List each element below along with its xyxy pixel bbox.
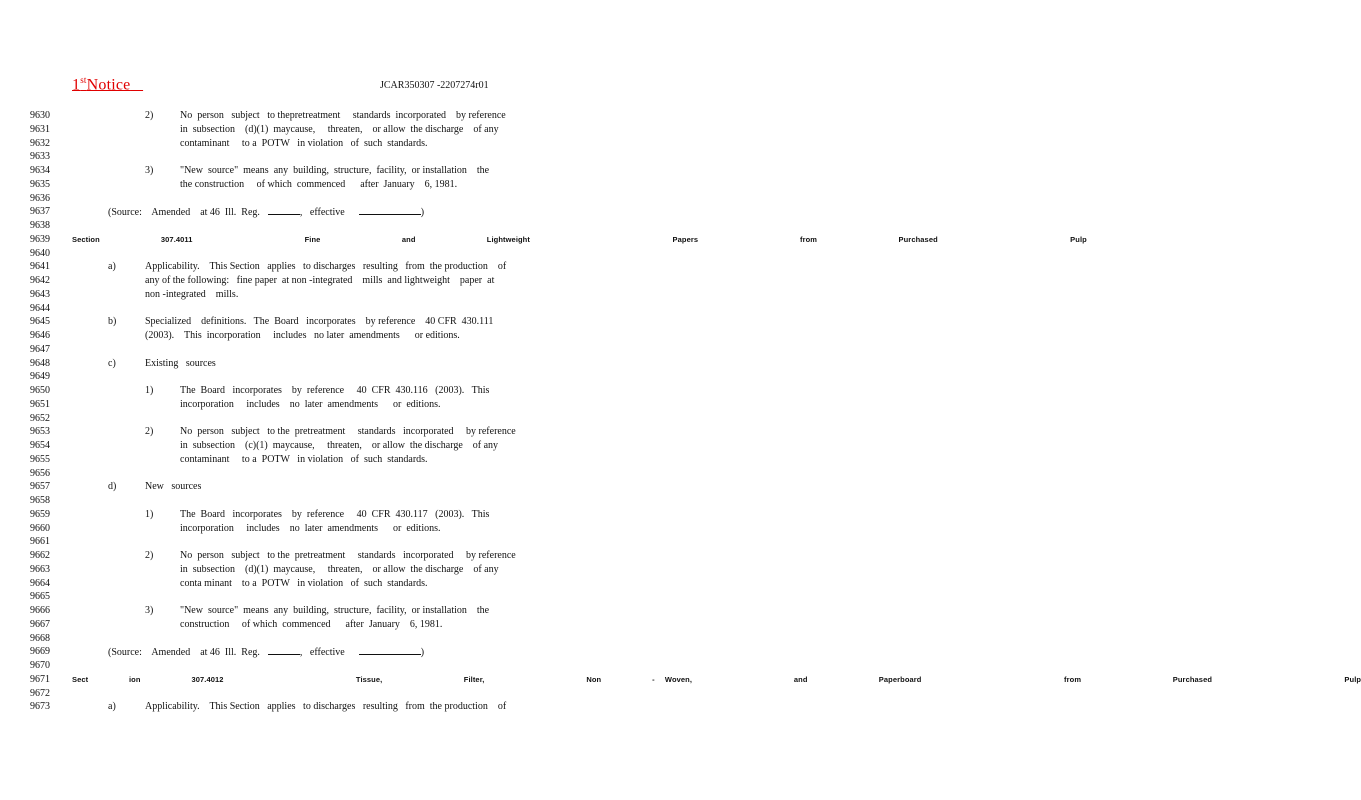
line-number: 9661 [30,536,50,548]
item-label: c) [108,357,116,369]
document-line [0,150,618,164]
line-number: 9654 [30,440,50,451]
section-heading: Section 307.4011 Fine and Lightweight Papers from Purchased Pulp [72,234,1087,244]
document-line [0,192,618,206]
document-line [0,288,618,302]
line-number: 9666 [30,605,50,616]
document-code: JCAR350307 -2207274r01 [380,80,489,91]
document-line [0,687,618,701]
document-line [0,219,618,233]
line-number: 9637 [30,206,50,218]
document-line [0,302,618,316]
document-line [0,343,618,357]
line-number: 9659 [30,508,50,520]
document-line [0,700,618,714]
effective-date-blank [359,205,421,215]
item-label: b) [108,316,117,328]
item-label: a) [108,701,116,713]
item-label: 3) [145,165,154,176]
line-text: incorporation includes no later amendments or editions. [180,522,441,534]
register-page-blank [268,645,300,655]
line-number: 9641 [30,261,50,273]
item-label: 1) [145,508,154,520]
line-number: 9643 [30,288,50,300]
document-line [0,632,618,646]
line-number: 9668 [30,632,50,644]
line-text: in subsection (d)(1) maycause, threaten, or allow the discharge of any [180,123,499,135]
notice-label: 1stNotice [72,75,131,94]
line-number: 9644 [30,302,50,314]
line-number: 9633 [30,151,50,163]
line-text: incorporation includes no later amendments or editions. [180,398,441,410]
line-number: 9665 [30,591,50,603]
line-number: 9640 [30,247,50,259]
document-line [0,412,618,426]
document-line [0,247,618,261]
line-number: 9655 [30,453,50,465]
document-line [0,673,1361,687]
line-text: in subsection (c)(1) maycause, threaten, or allow the discharge of any [180,440,499,451]
page-header [0,75,618,95]
line-number: 9648 [30,357,50,369]
register-page-blank [268,205,300,215]
document-line [0,137,618,151]
document-line [0,274,618,288]
document-line [0,357,618,371]
document-line [0,315,618,329]
document-line [0,549,618,563]
source-close: ) [420,207,425,219]
line-text: "New source" means any building, structure, facility, or installation the [180,165,490,176]
line-number: 9634 [30,165,50,176]
line-number: 9658 [30,495,50,506]
document-line [0,618,618,632]
document-body [0,109,1361,714]
line-text: The Board incorporates by reference 40 CFR 430.116 (2003). This [180,385,490,396]
line-text: Specialized definitions. The Board incorporates by reference 40 CFR 430.111 [145,316,494,328]
document-line [0,467,618,481]
line-number: 9662 [30,550,50,561]
item-label: 2) [145,110,154,121]
line-number: 9663 [30,563,50,575]
document-line [0,370,618,384]
line-number: 9649 [30,371,50,383]
item-label: 2) [145,426,154,438]
line-number: 9647 [30,343,50,355]
document-line [0,233,1087,247]
effective-date-blank [359,645,421,655]
document-line [0,164,618,178]
line-text: in subsection (d)(1) maycause, threaten, or allow the discharge of any [180,563,499,575]
item-label: d) [108,481,117,493]
line-number: 9639 [30,233,50,245]
line-number: 9673 [30,701,50,713]
item-label: a) [108,261,116,273]
line-text: No person subject to thepretreatment standards incorporated by reference [180,110,506,121]
document-line [0,260,618,274]
effective-label: effective [309,207,345,219]
line-number: 9642 [30,275,50,286]
line-number: 9631 [30,123,50,135]
line-number: 9667 [30,618,50,630]
line-text: conta minant to a POTW in violation of such standards. [180,577,428,589]
line-number: 9672 [30,687,50,699]
document-line [0,329,618,343]
line-number: 9653 [30,426,50,438]
line-number: 9670 [30,660,50,671]
document-line [0,590,618,604]
line-number: 9656 [30,467,50,479]
source-close: ) [420,647,425,659]
line-text: Existing sources [145,357,216,369]
line-number: 9651 [30,398,50,410]
source-note: (Source: Amended at 46 Ill. Reg. , effective ) [108,647,425,659]
line-text: No person subject to the pretreatment standards incorporated by reference [180,550,516,561]
document-line [0,494,618,508]
line-text: The Board incorporates by reference 40 CFR 430.117 (2003). This [180,508,490,520]
item-label: 2) [145,550,154,561]
line-number: 9664 [30,577,50,589]
document-line [0,508,618,522]
line-number: 9652 [30,412,50,424]
document-line [0,480,618,494]
document-line [0,604,618,618]
line-number: 9638 [30,220,50,231]
item-label: 1) [145,385,154,396]
line-text: the construction of which commenced after January 6, 1981. [180,178,458,190]
line-number: 9669 [30,646,50,658]
line-number: 9657 [30,481,50,493]
line-number: 9650 [30,385,50,396]
line-text: construction of which commenced after January 6, 1981. [180,618,443,630]
line-text: non -integrated mills. [145,288,239,300]
line-number: 9646 [30,330,50,341]
line-text: contaminant to a POTW in violation of such standards. [180,453,428,465]
line-text: any of the following: fine paper at non -integrated mills and lightweight paper at [145,275,495,286]
line-text: New sources [145,481,202,493]
line-number: 9630 [30,110,50,121]
document-line [0,577,618,591]
line-text: (2003). This incorporation includes no later amendments or editions. [145,330,460,341]
document-line [0,205,618,219]
line-text: contaminant to a POTW in violation of such standards. [180,137,428,149]
document-line [0,439,618,453]
document-line [0,645,618,659]
section-heading: Sect ion 307.4012 Tissue, Filter, Non - Woven, and Paperboard from Purchased Pulp [72,674,1361,684]
line-text: "New source" means any building, structure, facility, or installation the [180,605,490,616]
line-text: Applicability. This Section applies to discharges resulting from the production of [145,701,507,713]
line-number: 9636 [30,192,50,204]
document-line [0,109,618,123]
line-number: 9632 [30,137,50,149]
document-line [0,123,618,137]
line-text: Applicability. This Section applies to discharges resulting from the production of [145,261,507,273]
line-number: 9660 [30,522,50,534]
document-line [0,398,618,412]
line-number: 9671 [30,673,50,685]
document-line [0,178,618,192]
item-label: 3) [145,605,154,616]
line-text: No person subject to the pretreatment standards incorporated by reference [180,426,516,438]
document-line [0,384,618,398]
document-line [0,522,618,536]
document-line [0,425,618,439]
document-line [0,659,618,673]
document-line [0,453,618,467]
line-number: 9645 [30,316,50,328]
effective-label: effective [309,647,345,659]
document-line [0,563,618,577]
document-line [0,535,618,549]
line-number: 9635 [30,178,50,190]
source-note: (Source: Amended at 46 Ill. Reg. , effective ) [108,207,425,219]
